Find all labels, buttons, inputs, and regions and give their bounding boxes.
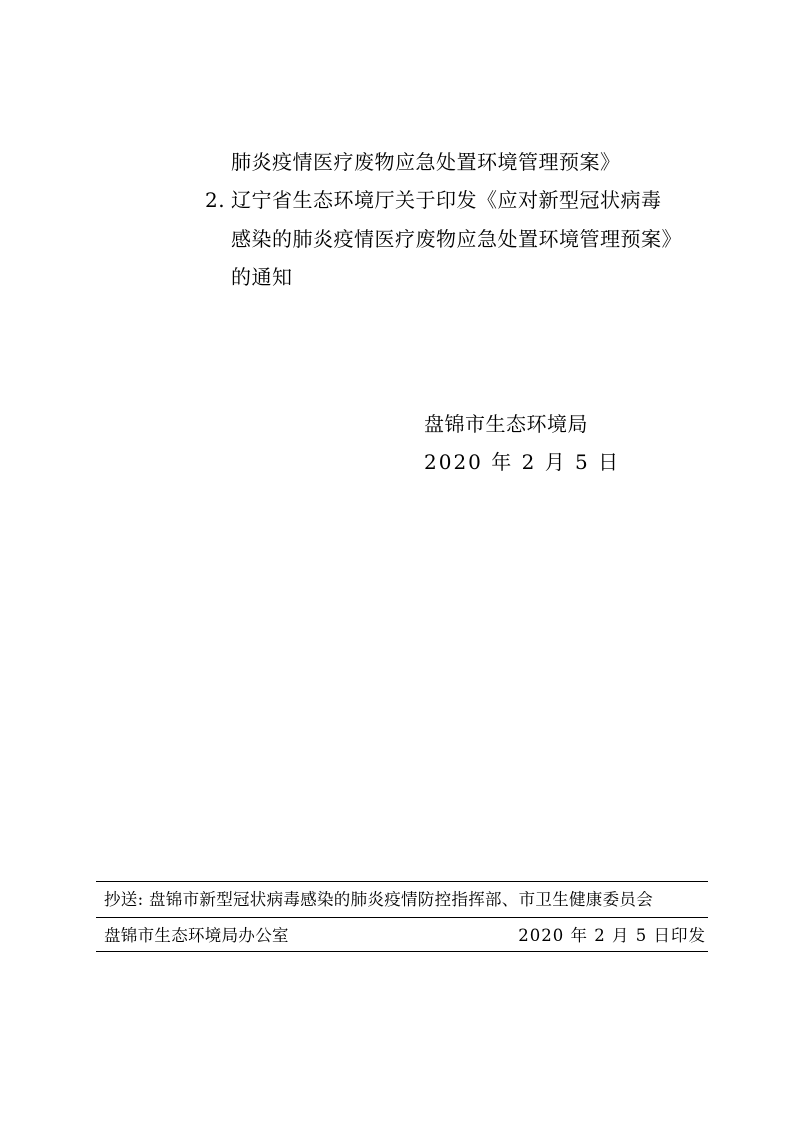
print-date: 2020 年 2 月 5 日印发	[518, 926, 706, 945]
signature-date: 2020 年 2 月 5 日	[424, 450, 621, 474]
attachment-2-line-3: 的通知	[231, 265, 293, 289]
cc-line: 抄送: 盘锦市新型冠状病毒感染的肺炎疫情防控指挥部、市卫生健康委员会	[104, 890, 654, 909]
footer-middle-rule	[96, 917, 708, 918]
attachment-2-line-1	[205, 188, 662, 212]
attachment-2-line-2: 感染的肺炎疫情医疗废物应急处置环境管理预案》	[231, 227, 682, 251]
issuing-office: 盘锦市生态环境局办公室	[104, 926, 289, 945]
attachment-1-continuation: 肺炎疫情医疗废物应急处置环境管理预案》	[231, 150, 621, 174]
footer-top-rule	[96, 881, 708, 882]
attachment-2-number: 2.	[205, 188, 226, 212]
footer-bottom-rule	[96, 951, 708, 952]
attachment-2-title-part-1: 辽宁省生态环境厅关于印发《应对新型冠状病毒	[231, 188, 662, 212]
signature-organization: 盘锦市生态环境局	[424, 412, 588, 436]
